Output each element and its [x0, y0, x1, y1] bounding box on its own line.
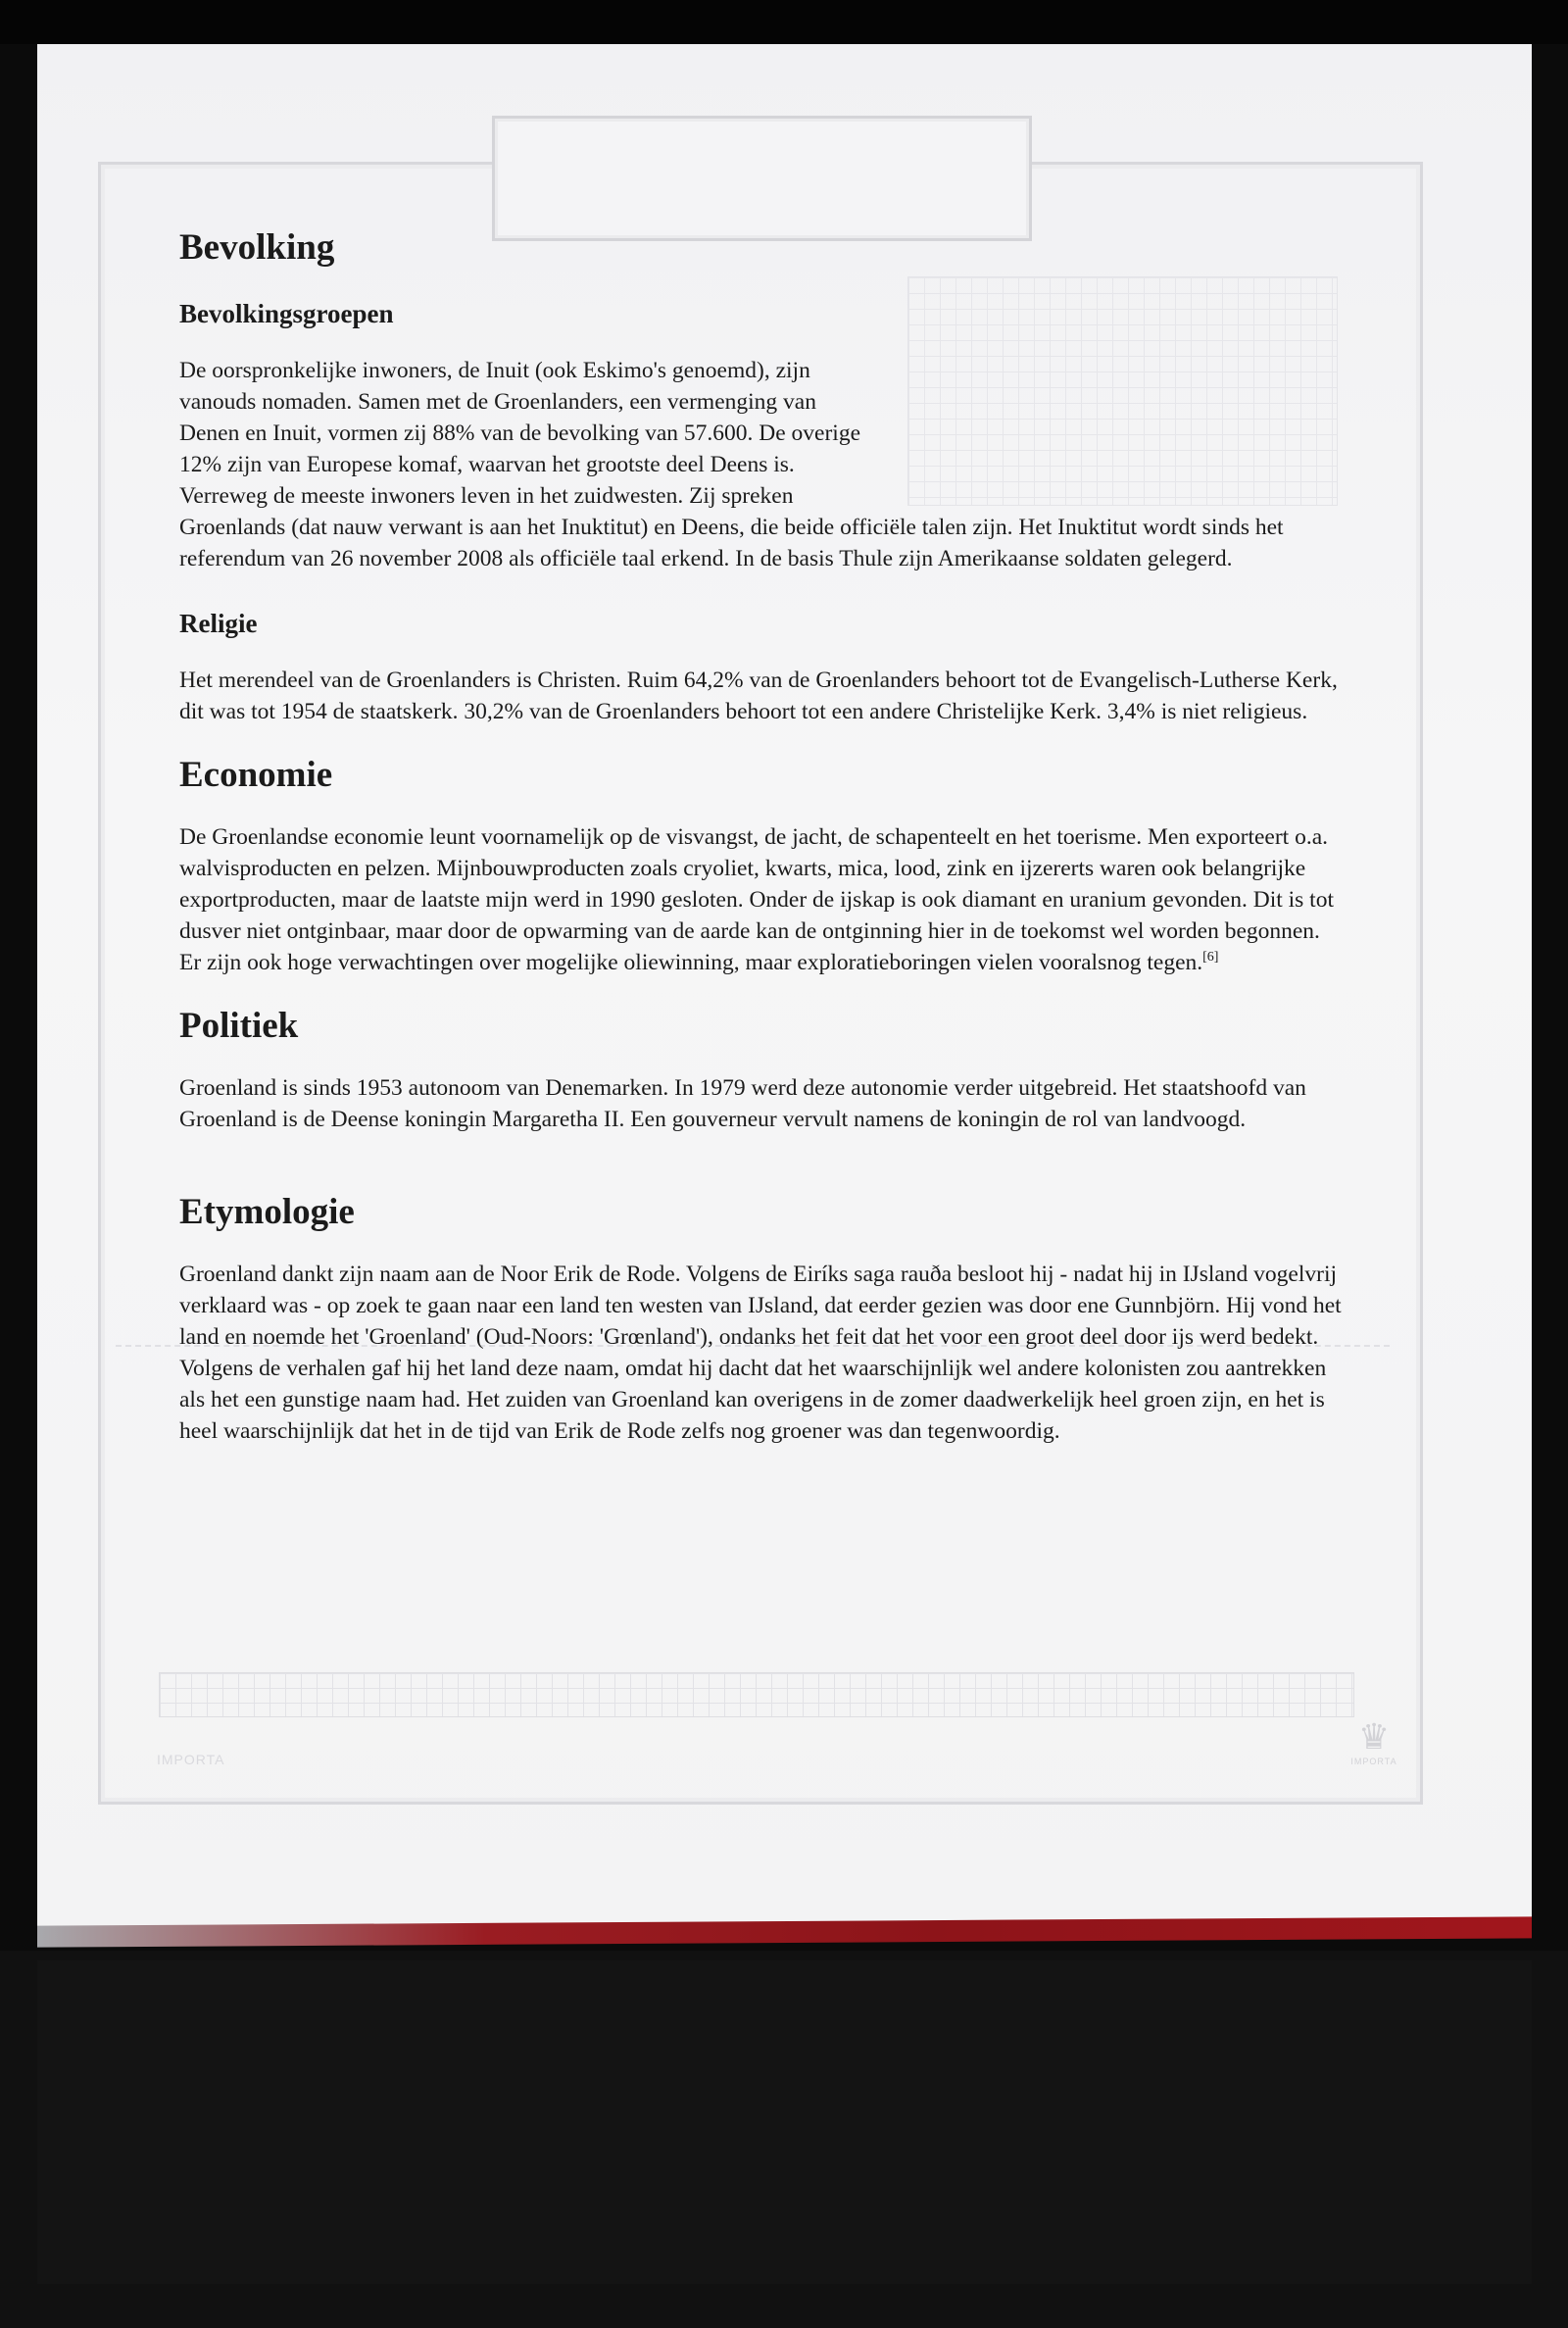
- footnote-reference[interactable]: [6]: [1202, 950, 1219, 965]
- paragraph-bevolkingsgroepen: De oorspronkelijke inwoners, de Inuit (ook Eskimo's genoemd), zijn vanouds nomaden. Samen met de Groenlanders, een vermenging van Denen en Inuit, vormen zij 88% van de bevolking van 57.600. De overige 12% zijn van Europese komaf, waarvan het grootste deel Deens is. Verreweg de meeste inwoners leven in het zuidwesten. Zij spreken Groenlands (dat nauw verwant is aan het Inuktitut) en Deens, die beide officiële talen zijn. Het Inuktitut wordt sinds het referendum van 26 november 2008 als officiële taal erkend. In de basis Thule zijn Amerikaanse soldaten gelegerd.: [179, 358, 1284, 571]
- heading-politiek: Politiek: [179, 1006, 299, 1046]
- heading-bevolking: Bevolking: [179, 227, 335, 268]
- title-frame: [492, 116, 1032, 241]
- photo-background-top: [0, 0, 1568, 44]
- heading-bevolkingsgroepen: Bevolkingsgroepen: [179, 299, 394, 328]
- paragraph-religie: Het merendeel van de Groenlanders is Christen. Ruim 64,2% van de Groenlanders behoort tot de Evangelisch-Lutherse Kerk, dit was tot 1954 de staatskerk. 30,2% van de Groenlanders behoort tot een andere Christelijke Kerk. 3,4% is niet religieus.: [179, 668, 1338, 724]
- paragraph-economie: [179, 821, 1346, 978]
- heading-etymologie: Etymologie: [179, 1192, 355, 1232]
- brand-mark-right: [1347, 1717, 1401, 1776]
- grid-float-spacer: [875, 329, 1346, 496]
- paragraph-politiek: Groenland is sinds 1953 autonoom van Denemarken. In 1979 werd deze autonomie verder uitgebreid. Het staatshoofd van Groenland is de Deense koningin Margaretha II. Een gouverneur vervult namens de koningin de rol van landvoogd.: [179, 1075, 1306, 1132]
- paragraph-etymologie: Groenland dankt zijn naam aan de Noor Erik de Rode. Volgens de Eiríks saga rauða besloot hij - nadat hij in IJsland vogelvrij verklaard was - op zoek te gaan naar een land ten westen van IJsland, dat eerder gezien was door ene Gunnbjörn. Hij vond het land en noemde het 'Groenland' (Oud-Noors: 'Grœnland'), ondanks het feit dat het voor een groot deel door ijs werd bedekt. Volgens de verhalen gaf hij het land deze naam, omdat hij dacht dat het waarschijnlijk wel andere kolonisten zou aantrekken als het een gunstige naam had. Het zuiden van Groenland kan overigens in de zomer daadwerkelijk heel groen zijn, en het is heel waarschijnlijk dat het in de tijd van Erik de Rode zelfs nog groener was dan tegenwoordig.: [179, 1262, 1342, 1444]
- brand-mark-right-label: IMPORTA: [1350, 1757, 1397, 1766]
- heading-religie: Religie: [179, 609, 258, 638]
- paragraph-economie-text: De Groenlandse economie leunt voornamelijk op de visvangst, de jacht, de schapenteelt en het toerisme. Men exporteert o.a. walvisproducten en pelzen. Mijnbouwproducten zoals cryoliet, kwarts, mica, lood, zink en ijzererts waren ook belangrijke exportproducten, maar de laatste mijn werd in 1990 gesloten. Onder de ijskap is ook diamant en uranium gevonden. Dit is tot dusver niet ontginbaar, maar door de opwarming van de aarde kan de ontginning hier in de toekomst wel worden begonnen. Er zijn ook hoge verwachtingen over mogelijke oliewinning, maar exploratieboringen vielen vooralsnog tegen.: [179, 824, 1334, 975]
- crown-icon: ♛: [1357, 1716, 1391, 1757]
- heading-economie: Economie: [179, 755, 333, 795]
- brand-mark-left: IMPORTA: [157, 1752, 225, 1767]
- table-surface: [37, 1960, 1532, 2284]
- page-content: [179, 227, 1346, 1447]
- stamp-grid-strip: [159, 1672, 1354, 1717]
